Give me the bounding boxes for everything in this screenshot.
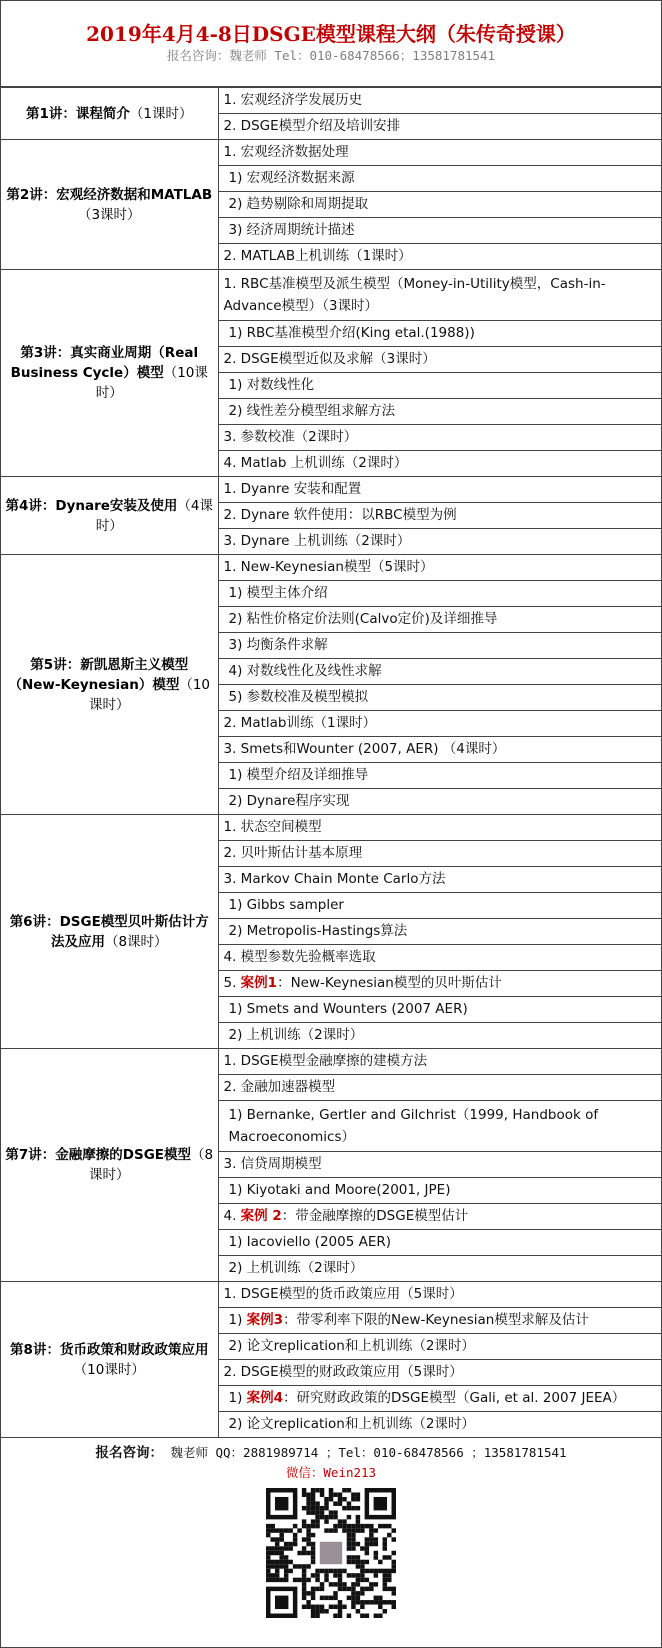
topic-text: 2) 上机训练（2课时）: [228, 1260, 364, 1276]
lecture-cell: [1, 140, 218, 270]
topic-item: [218, 1152, 661, 1178]
qr-code-icon: [266, 1488, 396, 1618]
lecture-cell: [1, 1282, 218, 1438]
topic-item: [218, 581, 661, 607]
topic-text: ：带零利率下限的New-Keynesian模型求解及估计: [283, 1312, 589, 1328]
topic-item: [218, 633, 661, 659]
topic-item: [218, 919, 661, 945]
topic-item: [218, 1230, 661, 1256]
topic-item: [218, 166, 661, 192]
topic-text: 1) 对数线性化: [228, 377, 315, 393]
lecture-hours: （10课时）: [95, 365, 208, 401]
topic-text: ：研究财政政策的DSGE模型（Gali, et al. 2007 JEEA）: [283, 1390, 626, 1406]
lecture-hours: （1课时）: [129, 105, 193, 122]
topic-item: [218, 555, 661, 581]
topic-item: [218, 1178, 661, 1204]
topic-prefix: 5.: [223, 975, 241, 991]
topic-item: [218, 1412, 661, 1438]
topic-item: [218, 997, 661, 1023]
topic-text: 3. 参数校准（2课时）: [223, 429, 358, 445]
contact-details: 魏老师 QQ：2881989714 ；Tel：010-68478566 ；13581781541: [170, 1445, 567, 1460]
topic-item: [218, 140, 661, 166]
lecture-hours: （8课时）: [104, 933, 168, 950]
header: [1, 1, 661, 87]
topic-text: ：带金融摩擦的DSGE模型估计: [281, 1208, 469, 1224]
case-study-label: 案例3: [246, 1312, 284, 1328]
topic-text: 1) Gibbs sampler: [228, 897, 344, 913]
topic-text: 1. New-Keynesian模型（5课时）: [223, 559, 434, 575]
topic-item: [218, 218, 661, 244]
table-row: [1, 477, 661, 503]
topic-text: 2. DSGE模型介绍及培训安排: [223, 118, 401, 134]
topic-item: [218, 321, 661, 347]
lecture-name: 第6讲：DSGE模型贝叶斯估计方法及应用: [9, 913, 209, 950]
table-row: [1, 270, 661, 321]
topic-item: [218, 841, 661, 867]
topic-item: [218, 373, 661, 399]
topic-text: 1) 宏观经济数据来源: [228, 170, 355, 186]
wechat-id: 微信：Wein213: [285, 1465, 377, 1480]
topic-text: 1. Dyanre 安装和配置: [223, 481, 362, 497]
topic-item: [218, 1204, 661, 1230]
topic-text: 4. Matlab 上机训练（2课时）: [223, 455, 408, 471]
topic-item: [218, 945, 661, 971]
topic-text: 1) Bernanke, Gertler and Gilchrist（1999, Handbook of Macroeconomics）: [228, 1107, 599, 1145]
topic-item: [218, 1256, 661, 1282]
topic-item: [218, 1023, 661, 1049]
topic-text: 1) Smets and Wounters (2007 AER): [228, 1001, 468, 1017]
topic-item: [218, 477, 661, 503]
topic-text: 2) 上机训练（2课时）: [228, 1027, 364, 1043]
table-row: [1, 140, 661, 166]
topic-item: [218, 737, 661, 763]
topic-item: [218, 451, 661, 477]
topic-text: 2) Dynare程序实现: [228, 793, 350, 809]
topic-text: 2. 贝叶斯估计基本原理: [223, 845, 363, 861]
topic-item: [218, 399, 661, 425]
lecture-hours: （10课时）: [89, 676, 211, 713]
topic-text: 1) 模型主体介绍: [228, 585, 328, 601]
lecture-hours: （4课时）: [95, 497, 214, 534]
lecture-hours: （8课时）: [89, 1147, 214, 1183]
lecture-cell: [1, 270, 218, 477]
lecture-cell: [1, 1049, 218, 1282]
topic-item: [218, 244, 661, 270]
lecture-name: 第2讲：宏观经济数据和MATLAB: [6, 186, 213, 203]
topic-text: 1. RBC基准模型及派生模型（Money-in-Utility模型，Cash-in-Advance模型）（3课时）: [223, 276, 606, 314]
lecture-cell: [1, 88, 218, 140]
topic-item: [218, 1360, 661, 1386]
topic-text: 3. Smets和Wounter (2007, AER) （4课时）: [223, 741, 506, 757]
footer-contact: [1, 1442, 661, 1464]
page-title: 2019年4月4-8日DSGE模型课程大纲（朱传奇授课）: [86, 22, 576, 46]
case-study-label: 案例 2: [240, 1208, 282, 1224]
topic-text: 4) 对数线性化及线性求解: [228, 663, 382, 679]
lecture-name: 第3讲：真实商业周期（Real Business Cycle）模型: [10, 345, 199, 381]
case-study-label: 案例4: [246, 1390, 284, 1406]
topic-item: [218, 347, 661, 373]
topic-text: 2) 趋势剔除和周期提取: [228, 196, 369, 212]
contact-label: 报名咨询：: [95, 1445, 163, 1461]
topic-item: [218, 529, 661, 555]
lecture-name: 第5讲：新凯恩斯主义模型（New-Keynesian）模型: [8, 656, 189, 693]
topic-text: 1. 宏观经济数据处理: [223, 144, 349, 160]
topic-text: 2) 论文replication和上机训练（2课时）: [228, 1338, 475, 1354]
topic-text: 1. 状态空间模型: [223, 819, 322, 835]
topic-item: [218, 1334, 661, 1360]
topic-text: 2. MATLAB上机训练（1课时）: [223, 248, 412, 264]
topic-text: 3) 经济周期统计描述: [228, 222, 355, 238]
topic-item: [218, 503, 661, 529]
topic-text: 2. DSGE模型的财政政策应用（5课时）: [223, 1364, 463, 1380]
table-row: [1, 88, 661, 114]
lecture-hours: （10课时）: [73, 1361, 145, 1378]
lecture-name: 第7讲：金融摩擦的DSGE模型: [5, 1147, 192, 1163]
topic-text: 1) 模型介绍及详细推导: [228, 767, 369, 783]
topic-text: 2) Metropolis-Hastings算法: [228, 923, 408, 939]
topic-item: [218, 789, 661, 815]
topic-text: 2) 线性差分模型组求解方法: [228, 403, 396, 419]
topic-text: 2) 论文replication和上机训练（2课时）: [228, 1416, 475, 1432]
topic-text: 3. Markov Chain Monte Carlo方法: [223, 871, 446, 887]
header-contact: 报名咨询：魏老师 Tel：010-68478566；13581781541: [166, 48, 496, 63]
topic-text: 2. DSGE模型近似及求解（3课时）: [223, 351, 436, 367]
topic-item: [218, 711, 661, 737]
lecture-name: 第4讲：Dynare安装及使用: [5, 497, 178, 514]
topic-text: 3. Dynare 上机训练（2课时）: [223, 533, 411, 549]
lecture-cell: [1, 477, 218, 555]
table-row: [1, 1282, 661, 1308]
topic-prefix: 4.: [223, 1208, 241, 1224]
topic-text: 2. Matlab训练（1课时）: [223, 715, 377, 731]
topic-text: 1) RBC基准模型介绍(King etal.(1988)): [228, 325, 475, 341]
topic-item: [218, 425, 661, 451]
topic-text: 1. DSGE模型的货币政策应用（5课时）: [223, 1286, 463, 1302]
lecture-name: 第1讲：课程简介: [26, 105, 130, 122]
topic-text: 2) 粘性价格定价法则(Calvo定价)及详细推导: [228, 611, 498, 627]
topic-item: [218, 685, 661, 711]
topic-prefix: 1): [228, 1312, 247, 1328]
topic-text: ：New-Keynesian模型的贝叶斯估计: [277, 975, 502, 991]
case-study-label: 案例1: [240, 975, 278, 991]
topic-text: 1. DSGE模型金融摩擦的建模方法: [223, 1053, 428, 1069]
topic-item: [218, 815, 661, 841]
topic-text: 2. Dynare 软件使用：以RBC模型为例: [223, 507, 457, 523]
topic-item: [218, 1282, 661, 1308]
lecture-name: 第8讲：货币政策和财政政策应用: [10, 1341, 209, 1358]
topic-item: [218, 1386, 661, 1412]
topic-item: [218, 88, 661, 114]
topic-text: 5) 参数校准及模型模拟: [228, 689, 369, 705]
topic-text: 2. 金融加速器模型: [223, 1079, 336, 1095]
topic-item: [218, 1101, 661, 1152]
topic-text: 1) Kiyotaki and Moore(2001, JPE): [228, 1182, 451, 1198]
topic-item: [218, 114, 661, 140]
footer: [1, 1438, 661, 1618]
topic-item: [218, 607, 661, 633]
topic-text: 4. 模型参数先验概率选取: [223, 949, 376, 965]
topic-item: [218, 270, 661, 321]
topic-item: [218, 659, 661, 685]
syllabus-table: [1, 87, 661, 1438]
topic-text: 1. 宏观经济学发展历史: [223, 92, 363, 108]
topic-item: [218, 1049, 661, 1075]
topic-item: [218, 893, 661, 919]
topic-item: [218, 867, 661, 893]
topic-text: 3) 均衡条件求解: [228, 637, 328, 653]
table-row: [1, 555, 661, 581]
topic-text: 1) Iacoviello (2005 AER): [228, 1234, 392, 1250]
topic-item: [218, 1308, 661, 1334]
topic-item: [218, 192, 661, 218]
lecture-hours: （3课时）: [77, 206, 141, 223]
topic-text: 3. 信贷周期模型: [223, 1156, 322, 1172]
topic-item: [218, 971, 661, 997]
topic-prefix: 1): [228, 1390, 247, 1406]
table-row: [1, 1049, 661, 1075]
topic-item: [218, 763, 661, 789]
topic-item: [218, 1075, 661, 1101]
lecture-cell: [1, 555, 218, 815]
table-row: [1, 815, 661, 841]
lecture-cell: [1, 815, 218, 1049]
